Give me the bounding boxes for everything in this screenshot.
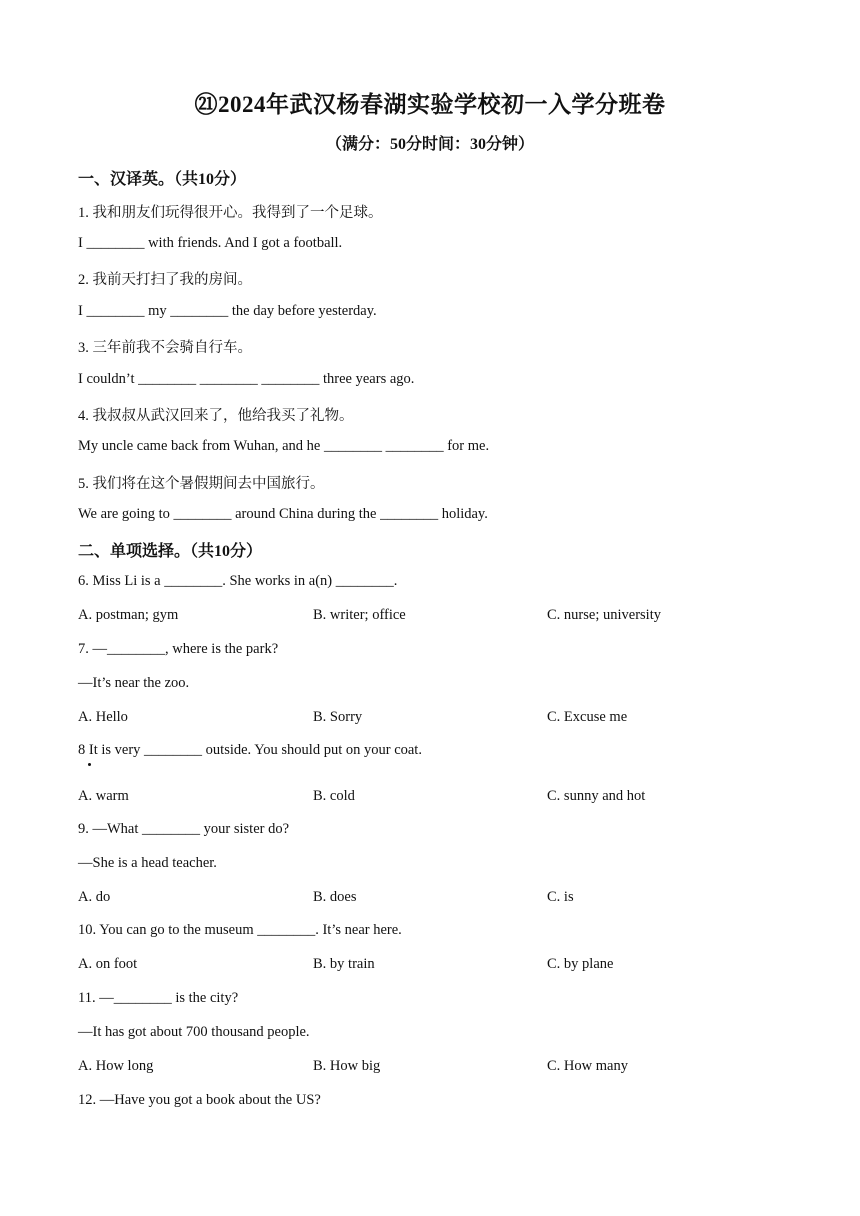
question-7-option-b: B. Sorry <box>313 709 363 725</box>
question-10-option-b: B. by train <box>313 956 375 972</box>
question-8-option-b: B. cold <box>313 788 355 804</box>
question-9-option-b: B. does <box>313 889 357 905</box>
question-3-english: I couldn’t ________ ________ ________ three years ago. <box>78 371 415 387</box>
question-11-option-b: B. How big <box>313 1058 381 1074</box>
question-7-stem: 7. —________, where is the park? <box>78 641 279 657</box>
page-title: ㉑2024年武汉杨春湖实验学校初一入学分班卷 <box>194 92 666 117</box>
question-8-option-c: C. sunny and hot <box>547 788 646 804</box>
question-11-stem: 11. —________ is the city? <box>78 990 239 1006</box>
question-11-reply: —It has got about 700 thousand people. <box>78 1024 310 1040</box>
question-9-reply: —She is a head teacher. <box>78 855 217 871</box>
question-4-chinese: 4. 我叔叔从武汉回来了，他给我买了礼物。 <box>78 408 354 424</box>
question-8-number-dot <box>88 763 91 766</box>
question-9-stem: 9. —What ________ your sister do? <box>78 821 290 837</box>
question-6-stem: 6. Miss Li is a ________. She works in a(n) ________. <box>78 573 398 589</box>
question-10-stem: 10. You can go to the museum ________. It’s near here. <box>78 922 402 938</box>
question-6-option-a: A. postman; gym <box>78 607 179 623</box>
question-5-english: We are going to ________ around China during the ________ holiday. <box>78 506 488 522</box>
question-9-option-c: C. is <box>547 889 574 905</box>
question-1-chinese: 1. 我和朋友们玩得很开心。我得到了一个足球。 <box>78 205 383 221</box>
question-7-reply: —It’s near the zoo. <box>78 675 190 691</box>
question-7-option-a: A. Hello <box>78 709 128 725</box>
question-6-option-b: B. writer; office <box>313 607 406 623</box>
question-4-english: My uncle came back from Wuhan, and he ________ ________ for me. <box>78 438 490 454</box>
section-heading-translation: 一、汉译英。（共10分） <box>78 171 247 188</box>
section-heading-multiple-choice: 二、单项选择。（共10分） <box>78 543 263 560</box>
question-2-chinese: 2. 我前天打扫了我的房间。 <box>78 272 252 288</box>
question-3-chinese: 3. 三年前我不会骑自行车。 <box>78 340 252 356</box>
question-7-option-c: C. Excuse me <box>547 709 628 725</box>
question-8-option-a: A. warm <box>78 788 129 804</box>
question-8-stem: 8 It is very ________ outside. You should put on your coat. <box>78 742 422 758</box>
question-1-english: I ________ with friends. And I got a football. <box>78 235 343 251</box>
question-9-option-a: A. do <box>78 889 111 905</box>
question-6-option-c: C. nurse; university <box>547 607 661 623</box>
question-11-option-c: C. How many <box>547 1058 628 1074</box>
question-10-option-a: A. on foot <box>78 956 138 972</box>
question-12-stem: 12. —Have you got a book about the US? <box>78 1092 321 1108</box>
page-subtitle: （满分：50分时间：30分钟） <box>325 136 534 153</box>
question-5-chinese: 5. 我们将在这个暑假期间去中国旅行。 <box>78 476 325 492</box>
question-2-english: I ________ my ________ the day before yesterday. <box>78 303 377 319</box>
question-11-option-a: A. How long <box>78 1058 154 1074</box>
question-10-option-c: C. by plane <box>547 956 614 972</box>
